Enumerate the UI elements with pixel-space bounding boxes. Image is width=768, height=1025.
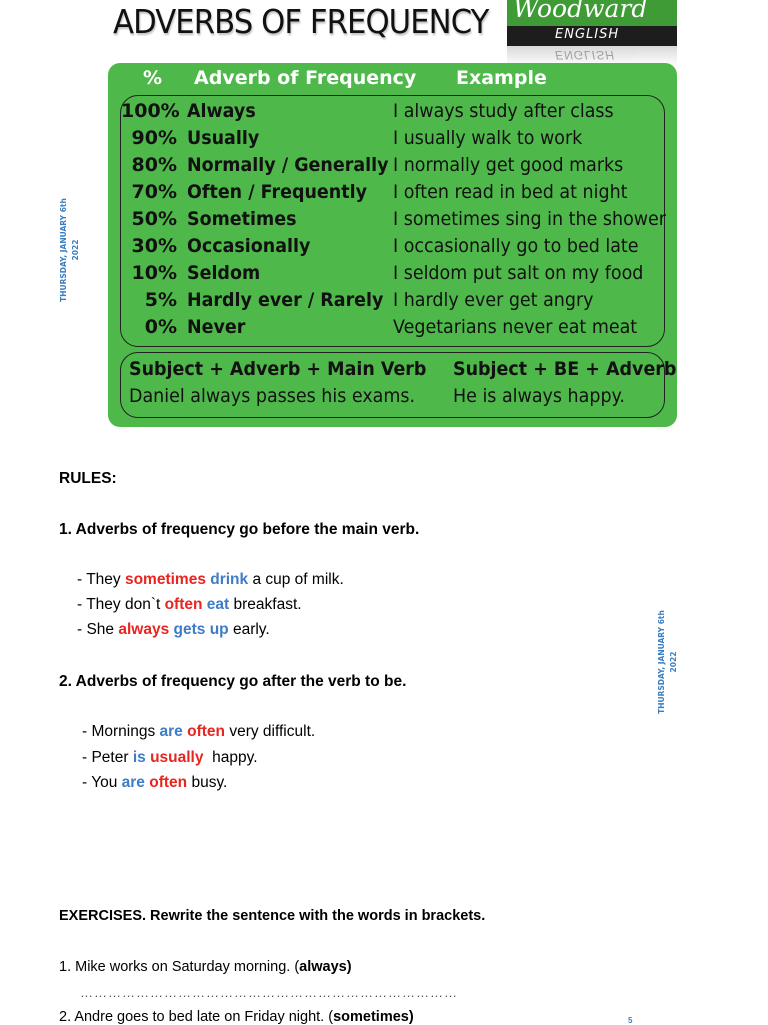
pattern-main-verb: Subject + Adverb + Main Verb [129, 358, 427, 380]
frequency-table-card [108, 63, 677, 427]
exercises-heading: EXERCISES. Rewrite the sentence with the words in brackets. [59, 908, 486, 924]
side-date-left: THURSDAY, JANUARY 6th 2022 [59, 198, 80, 302]
pattern-be-verb: Subject + BE + Adverb [453, 358, 677, 380]
header-example: Example [456, 67, 547, 89]
exercise-item: 2. Andre goes to bed late on Friday night. (sometimes) [59, 1009, 414, 1025]
rules-heading: RULES: [59, 470, 117, 487]
pattern-be-verb-example: He is always happy. [453, 385, 625, 407]
header-adverb: Adverb of Frequency [194, 67, 417, 89]
rule-1-example: - They don`t often eat breakfast. [77, 596, 302, 613]
rule-2-example: - Mornings are often very difficult. [82, 723, 316, 740]
side-date-right: THURSDAY, JANUARY 6th 2022 [657, 610, 678, 714]
woodward-logo [507, 0, 677, 46]
frequency-table: 100% Always I always study after class 90% Usually I usually walk to work 80% Normally / Generally I normally get good marks 70% Often / Frequently I often read in bed at night 50% Sometimes I sometimes sing in the shower 30% Occasionally I occasionally go to bed late 10% Seldom I seldom put salt on my food 5% Hardly ever / Rarely I hardly ever get angry 0% Never Vegetarians never eat meat [120, 95, 665, 347]
exercise-item: 1. Mike works on Saturday morning. (always) [59, 959, 352, 975]
rule-1: 1. Adverbs of frequency go before the main verb. [59, 521, 420, 538]
rule-2-example: - You are often busy. [82, 774, 228, 791]
rule-2-example: - Peter is usually happy. [82, 749, 258, 766]
page-mark: 5 [628, 1016, 633, 1025]
rule-1-example: - They sometimes drink a cup of milk. [77, 571, 344, 588]
logo-subtitle: ENGLISH [555, 27, 620, 42]
pattern-main-verb-example: Daniel always passes his exams. [129, 385, 416, 407]
rule-2: 2. Adverbs of frequency go after the verb to be. [59, 673, 407, 690]
logo-reflection: ENGLISH [507, 46, 677, 66]
header-percent: % [143, 67, 163, 89]
answer-line[interactable]: ……………………………………………………………………… [80, 985, 458, 1000]
logo-name: Woodward [513, 0, 648, 23]
rule-1-example: - She always gets up early. [77, 621, 270, 638]
page-title: ADVERBS OF FREQUENCY [113, 2, 489, 41]
pattern-box [120, 352, 677, 418]
